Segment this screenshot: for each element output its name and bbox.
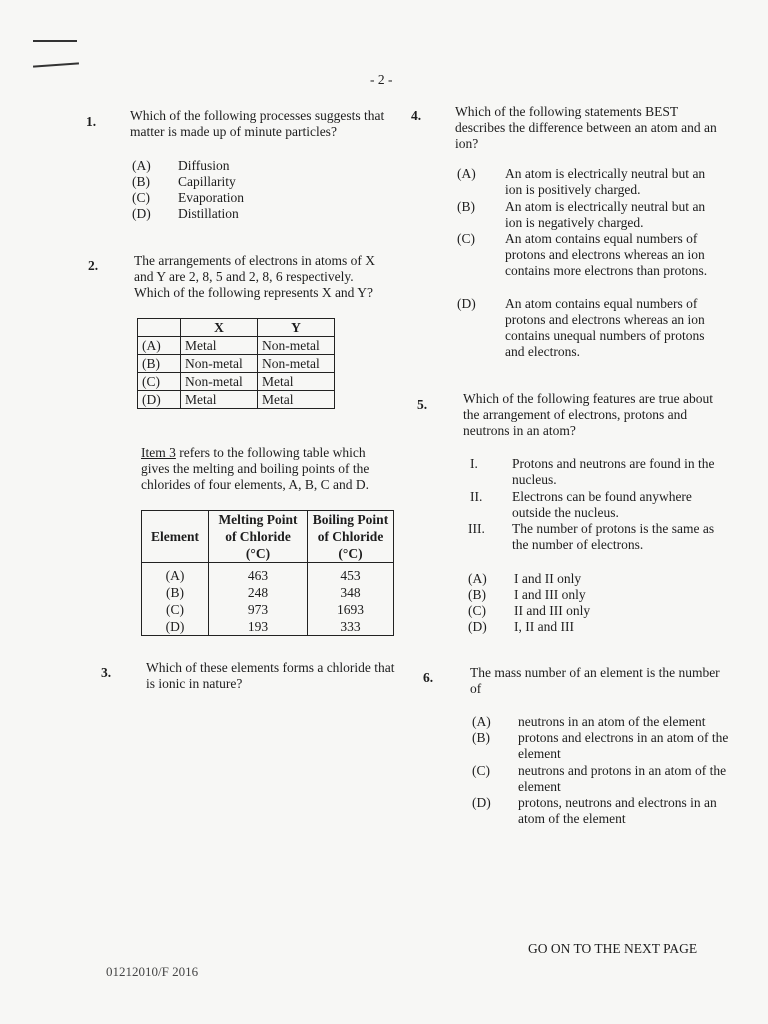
statement-label: III. xyxy=(468,521,485,536)
option-label: (D) xyxy=(132,206,151,221)
page-number: - 2 - xyxy=(370,72,393,87)
question-1-option-d xyxy=(132,206,239,222)
option-text: I and III only xyxy=(514,587,586,602)
question-6-option-b xyxy=(472,730,732,762)
table-cell: (C) xyxy=(142,601,209,618)
table-cell: (C) xyxy=(138,373,181,391)
question-5-option-c xyxy=(468,603,590,619)
question-1-option-c xyxy=(132,190,244,206)
exam-code: 01212010/F 2016 xyxy=(106,964,199,979)
table-cell: 973 xyxy=(209,601,308,618)
table-row xyxy=(138,337,335,355)
table-header xyxy=(138,319,181,337)
item-3-intro-text: refers to the following table which gives the melting and boiling points of the chlorides of four elements, A, B, C and D. xyxy=(141,445,370,492)
table-cell: Metal xyxy=(181,391,258,409)
table-cell: Metal xyxy=(181,337,258,355)
table-cell: 348 xyxy=(308,584,394,601)
question-1-option-a xyxy=(132,158,230,174)
table-header: Melting Point of Chloride (°C) xyxy=(209,511,308,563)
option-label: (B) xyxy=(468,587,486,602)
table-cell: (B) xyxy=(138,355,181,373)
table-cell: Non-metal xyxy=(258,337,335,355)
option-text: An atom is electrically neutral but an ion is positively charged. xyxy=(505,166,706,197)
table-header: Boiling Point of Chloride (°C) xyxy=(308,511,394,563)
option-text: An atom is electrically neutral but an ion is negatively charged. xyxy=(505,199,706,230)
item-3-table xyxy=(141,510,394,636)
item-3-reference: Item 3 xyxy=(141,445,176,460)
option-text: An atom contains equal numbers of protons and electrons whereas an ion contains more electrons than protons. xyxy=(505,231,708,278)
option-text: protons and electrons in an atom of the element xyxy=(518,730,729,761)
option-label: (B) xyxy=(132,174,150,189)
question-4-option-d xyxy=(457,296,727,360)
option-label: (D) xyxy=(468,619,487,634)
option-text: An atom contains equal numbers of protons and electrons whereas an ion contains unequal numbers of protons and electrons. xyxy=(505,296,705,359)
question-3-number: 3. xyxy=(101,665,112,680)
statement-label: II. xyxy=(470,489,483,504)
option-text: neutrons and protons in an atom of the element xyxy=(518,763,727,794)
question-5-number: 5. xyxy=(417,397,428,412)
question-6-text: The mass number of an element is the number of xyxy=(470,665,720,696)
table-cell: (A) xyxy=(138,337,181,355)
question-6-option-d xyxy=(472,795,732,827)
table-cell: Non-metal xyxy=(258,355,335,373)
option-text: Distillation xyxy=(178,206,239,221)
question-2-text: The arrangements of electrons in atoms of X and Y are 2, 8, 5 and 2, 8, 6 respectively. Which of the following represents X and Y? xyxy=(134,253,376,300)
table-cell: 1693 xyxy=(308,601,394,618)
question-5-statement-3 xyxy=(468,521,728,553)
corner-mark xyxy=(33,40,77,42)
table-cell: 333 xyxy=(308,618,394,636)
option-label: (B) xyxy=(457,199,475,214)
question-1-number: 1. xyxy=(86,114,97,129)
option-text: Diffusion xyxy=(178,158,230,173)
option-text: protons, neutrons and electrons in an atom of the element xyxy=(518,795,717,826)
option-label: (C) xyxy=(472,763,490,778)
question-6-number: 6. xyxy=(423,670,434,685)
statement-text: Electrons can be found anywhere outside the nucleus. xyxy=(512,489,692,520)
question-6-option-c xyxy=(472,763,732,795)
option-label: (D) xyxy=(457,296,476,311)
question-4-text: Which of the following statements BEST describes the difference between an atom and an ion? xyxy=(455,104,717,151)
table-cell: (A) xyxy=(142,563,209,585)
next-page-note: GO ON TO THE NEXT PAGE xyxy=(528,941,698,956)
option-label: (D) xyxy=(472,795,491,810)
item-3-intro xyxy=(141,445,393,493)
corner-mark xyxy=(33,62,79,67)
statement-label: I. xyxy=(470,456,478,471)
option-label: (A) xyxy=(457,166,476,181)
table-cell: Non-metal xyxy=(181,355,258,373)
option-label: (C) xyxy=(468,603,486,618)
question-6-option-a xyxy=(472,714,732,730)
question-1-text: Which of the following processes suggests that matter is made up of minute particles? xyxy=(130,108,385,139)
table-cell: (D) xyxy=(142,618,209,636)
question-4-number: 4. xyxy=(411,108,422,123)
option-text: Capillarity xyxy=(178,174,236,189)
question-5-option-a xyxy=(468,571,581,587)
option-label: (C) xyxy=(457,231,475,246)
table-header-row xyxy=(138,319,335,337)
table-cell: Metal xyxy=(258,391,335,409)
question-5-option-b xyxy=(468,587,586,603)
question-2-number: 2. xyxy=(88,258,99,273)
question-5-statement-2 xyxy=(470,489,730,521)
question-5-option-d xyxy=(468,619,574,635)
table-cell: 463 xyxy=(209,563,308,585)
table-row xyxy=(138,355,335,373)
table-cell: (D) xyxy=(138,391,181,409)
table-row xyxy=(142,563,394,585)
question-4-option-b xyxy=(457,199,727,231)
table-cell: 248 xyxy=(209,584,308,601)
table-header: X xyxy=(181,319,258,337)
option-label: (B) xyxy=(472,730,490,745)
question-1-option-b xyxy=(132,174,236,190)
option-label: (A) xyxy=(468,571,487,586)
table-cell: (B) xyxy=(142,584,209,601)
question-3-text: Which of these elements forms a chloride that is ionic in nature? xyxy=(146,660,395,691)
question-4-option-c xyxy=(457,231,727,295)
table-header-row xyxy=(142,511,394,563)
table-cell: 193 xyxy=(209,618,308,636)
table-header: Element xyxy=(142,511,209,563)
statement-text: The number of protons is the same as the number of electrons. xyxy=(512,521,715,552)
question-4-option-a xyxy=(457,166,727,198)
table-cell: Non-metal xyxy=(181,373,258,391)
option-text: II and III only xyxy=(514,603,591,618)
option-text: Evaporation xyxy=(178,190,244,205)
option-label: (C) xyxy=(132,190,150,205)
option-text: I, II and III xyxy=(514,619,574,634)
option-text: neutrons in an atom of the element xyxy=(518,714,706,729)
option-label: (A) xyxy=(472,714,491,729)
question-5-text: Which of the following features are true about the arrangement of electrons, protons and neutrons in an atom? xyxy=(463,391,714,438)
option-text: I and II only xyxy=(514,571,582,586)
question-5-statement-1 xyxy=(470,456,730,488)
statement-text: Protons and neutrons are found in the nucleus. xyxy=(512,456,715,487)
table-row xyxy=(142,618,394,636)
option-label: (A) xyxy=(132,158,151,173)
table-row xyxy=(138,373,335,391)
table-header: Y xyxy=(258,319,335,337)
table-row xyxy=(138,391,335,409)
table-row xyxy=(142,601,394,618)
table-cell: Metal xyxy=(258,373,335,391)
table-row xyxy=(142,584,394,601)
table-cell: 453 xyxy=(308,563,394,585)
question-2-table xyxy=(137,318,335,409)
